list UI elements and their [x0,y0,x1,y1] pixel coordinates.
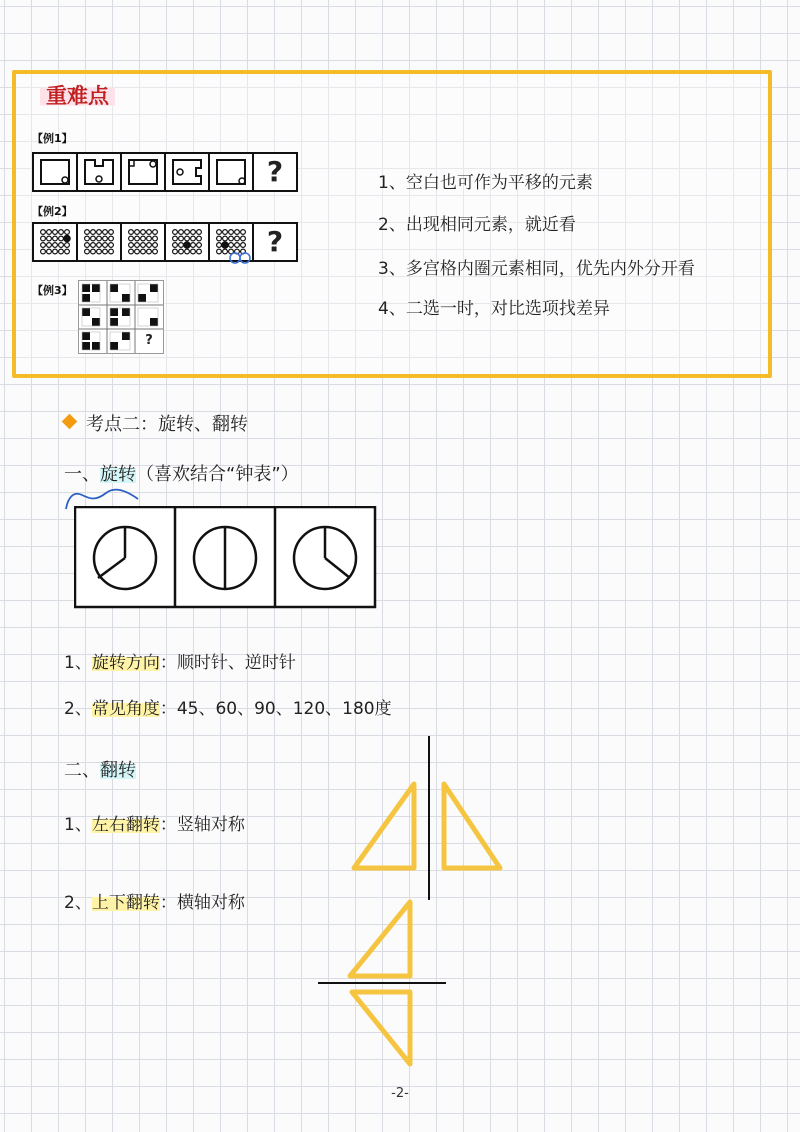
rotation-item-1 [64,648,296,673]
item-text: ：顺时针、逆时针 [159,653,296,673]
flip-item-1 [64,810,245,835]
example-1-panel [76,152,122,192]
section-heading: 考点二：旋转、翻转 [86,414,248,435]
handwritten-circles-icon [226,250,256,266]
tip-4: 4、二选一时，对比选项找差异 [378,299,610,319]
flip-title: 翻转 [100,760,136,781]
rotation-heading [64,460,299,486]
item-text: ：竖轴对称 [159,815,245,835]
example-1-panel [164,152,210,192]
example-1-question-mark: ? [252,152,298,192]
example-2-panel [120,222,166,262]
example-1-label: 【例1】 [32,132,73,145]
page-number: -2- [391,1086,409,1101]
example-2-label: 【例2】 [32,205,73,218]
triangle-top [350,902,410,976]
example-1-panel [120,152,166,192]
example-3-question-mark: ? [145,333,153,348]
rotation-item-2 [64,694,392,719]
flip-prefix: 二、 [64,760,100,781]
example-1-panel [208,152,254,192]
rotation-note: （喜欢结合“钟表”） [136,464,299,485]
item-number: 1、 [64,653,92,673]
item-number: 1、 [64,815,92,835]
tip-3: 3、多宫格内圈元素相同，优先内外分开看 [378,259,695,279]
example-2-panel [32,222,78,262]
example-1-panel [32,152,78,192]
triangle-left [354,784,414,868]
example-3-grid [78,280,164,354]
item-key: 左右翻转 [91,815,160,835]
item-key: 旋转方向 [91,653,160,673]
triangle-bottom [352,992,410,1064]
example-2-panel [76,222,122,262]
flip-heading [64,756,136,782]
example-3-label: 【例3】 [32,284,73,297]
item-key: 上下翻转 [91,893,160,913]
tip-2: 2、出现相同元素，就近看 [378,215,576,235]
example-2-row [32,222,296,262]
item-number: 2、 [64,893,92,913]
triangle-right [444,784,500,868]
diamond-bullet-icon [62,414,78,430]
focus-title: 重难点 [40,80,115,110]
example-2-question-mark: ? [252,222,298,262]
example-1-row [32,152,296,192]
flip-diagram [310,730,510,1070]
clock-strip [74,506,378,614]
item-text: ：45、60、90、120、180度 [159,699,392,719]
item-key: 常见角度 [91,699,160,719]
example-2-panel [164,222,210,262]
item-text: ：横轴对称 [159,893,245,913]
tip-1: 1、空白也可作为平移的元素 [378,173,593,193]
rotation-title: 旋转 [100,464,136,485]
rotation-prefix: 一、 [64,464,100,485]
item-number: 2、 [64,699,92,719]
flip-item-2 [64,888,245,913]
